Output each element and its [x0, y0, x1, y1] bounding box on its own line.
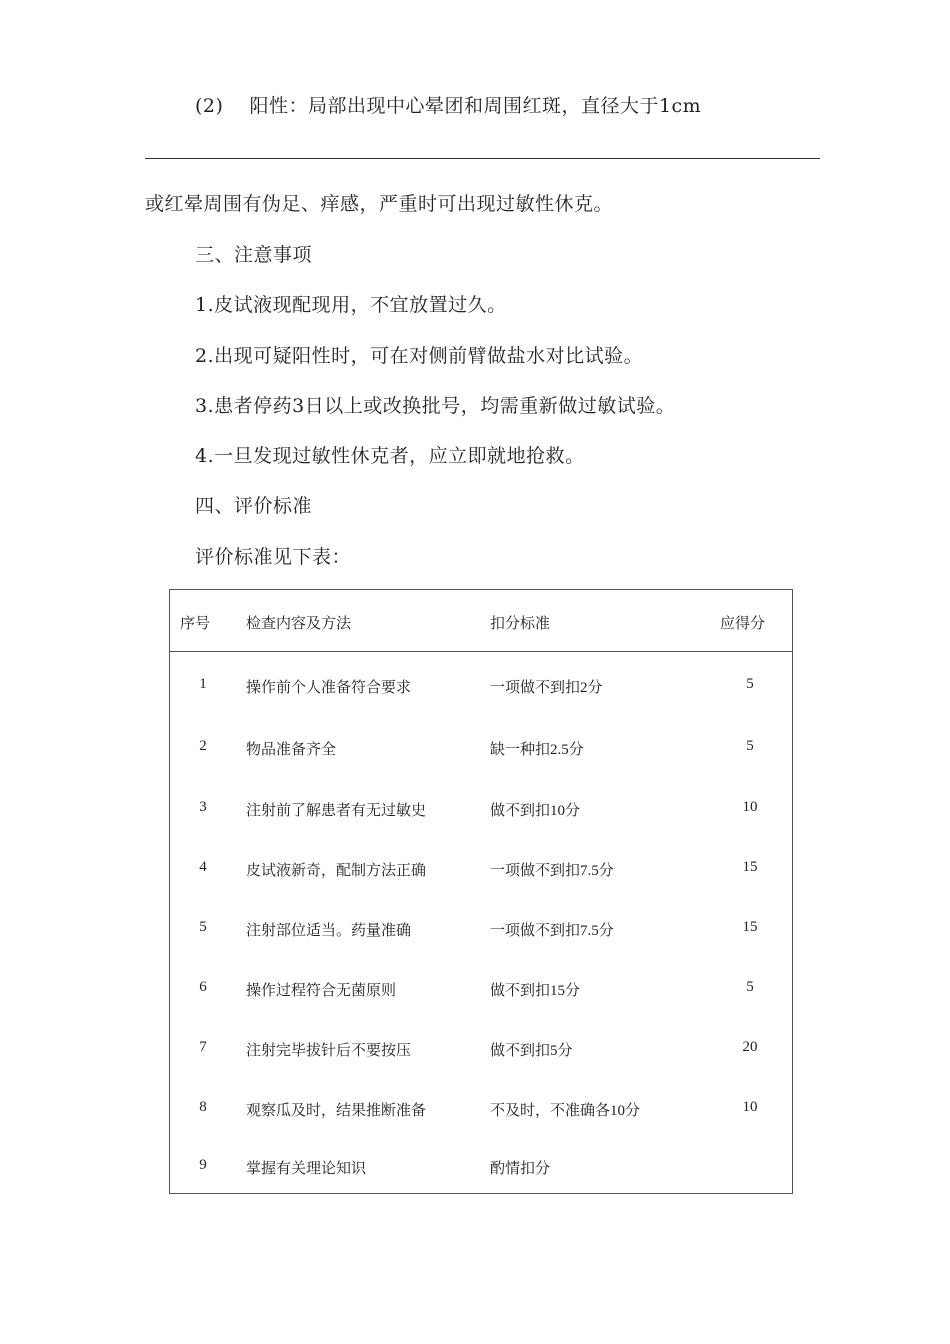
row-number: 4 — [199, 859, 207, 875]
row-content: 观察瓜及时，结果推断准备 — [246, 1103, 427, 1119]
table-row — [170, 738, 792, 762]
row-content: 掌握有关理论知识 — [246, 1161, 367, 1177]
row-content: 注射完毕拔针后不要按压 — [246, 1043, 412, 1059]
row-number: 8 — [199, 1099, 207, 1115]
row-score: 10 — [742, 1099, 758, 1115]
row-number: 3 — [199, 799, 207, 815]
row-deduction: 一项做不到扣7.5分 — [490, 923, 614, 939]
row-content: 操作过程符合无菌原则 — [246, 983, 397, 999]
row-deduction: 做不到扣5分 — [490, 1043, 573, 1059]
row-score: 10 — [742, 799, 758, 815]
precaution-item-1: 1.皮试液现配现用，不宜放置过久。 — [195, 294, 507, 316]
header-score: 应得分 — [720, 616, 766, 632]
row-deduction: 不及时，不准确各10分 — [490, 1103, 641, 1119]
table-row — [170, 1099, 792, 1123]
row-deduction: 做不到扣15分 — [490, 983, 581, 999]
table-row — [170, 1039, 792, 1063]
row-number: 5 — [199, 919, 207, 935]
header-deduction: 扣分标准 — [490, 616, 551, 632]
header-number: 序号 — [180, 616, 211, 632]
row-number: 2 — [199, 738, 207, 754]
row-deduction: 酌情扣分 — [490, 1161, 551, 1177]
horizontal-rule — [145, 158, 820, 159]
row-score: 5 — [746, 979, 754, 995]
row-deduction: 一项做不到扣7.5分 — [490, 863, 614, 879]
row-score: 15 — [742, 919, 758, 935]
row-content: 注射前了解患者有无过敏史 — [246, 803, 427, 819]
row-number: 1 — [199, 676, 207, 692]
positive-reaction-line-2: 或红晕周围有伪足、痒感，严重时可出现过敏性休克。 — [145, 193, 614, 215]
table-row — [170, 1157, 792, 1181]
row-score: 20 — [742, 1039, 758, 1055]
precaution-item-2: 2.出现可疑阳性时，可在对侧前臂做盐水对比试验。 — [195, 345, 644, 367]
row-content: 物品准备齐全 — [246, 742, 337, 758]
row-score: 5 — [746, 676, 754, 692]
table-row — [170, 859, 792, 883]
row-deduction: 做不到扣10分 — [490, 803, 581, 819]
row-score: 5 — [746, 738, 754, 754]
precaution-item-4: 4.一旦发现过敏性休克者，应立即就地抢救。 — [195, 445, 585, 467]
positive-reaction-line-1: (2) 阳性：局部出现中心晕团和周围红斑，直径大于1cm — [195, 95, 702, 117]
table-row — [170, 979, 792, 1003]
section-heading-precautions: 三、注意事项 — [195, 244, 313, 266]
table-row — [170, 919, 792, 943]
row-content: 操作前个人准备符合要求 — [246, 680, 412, 696]
row-score: 15 — [742, 859, 758, 875]
row-deduction: 缺一种扣2.5分 — [490, 742, 584, 758]
table-intro-text: 评价标准见下表： — [195, 546, 352, 568]
row-content: 注射部位适当。药量准确 — [246, 923, 412, 939]
row-number: 6 — [199, 979, 207, 995]
row-content: 皮试液新奇，配制方法正确 — [246, 863, 427, 879]
table-row — [170, 676, 792, 700]
table-header-row — [170, 590, 792, 652]
row-number: 7 — [199, 1039, 207, 1055]
section-heading-evaluation: 四、评价标准 — [195, 495, 313, 517]
header-content: 检查内容及方法 — [246, 616, 352, 632]
table-row — [170, 799, 792, 823]
precaution-item-3: 3.患者停药3日以上或改换批号，均需重新做过敏试验。 — [195, 395, 676, 417]
row-deduction: 一项做不到扣2分 — [490, 680, 603, 696]
row-number: 9 — [199, 1157, 207, 1173]
evaluation-table — [169, 589, 793, 1194]
